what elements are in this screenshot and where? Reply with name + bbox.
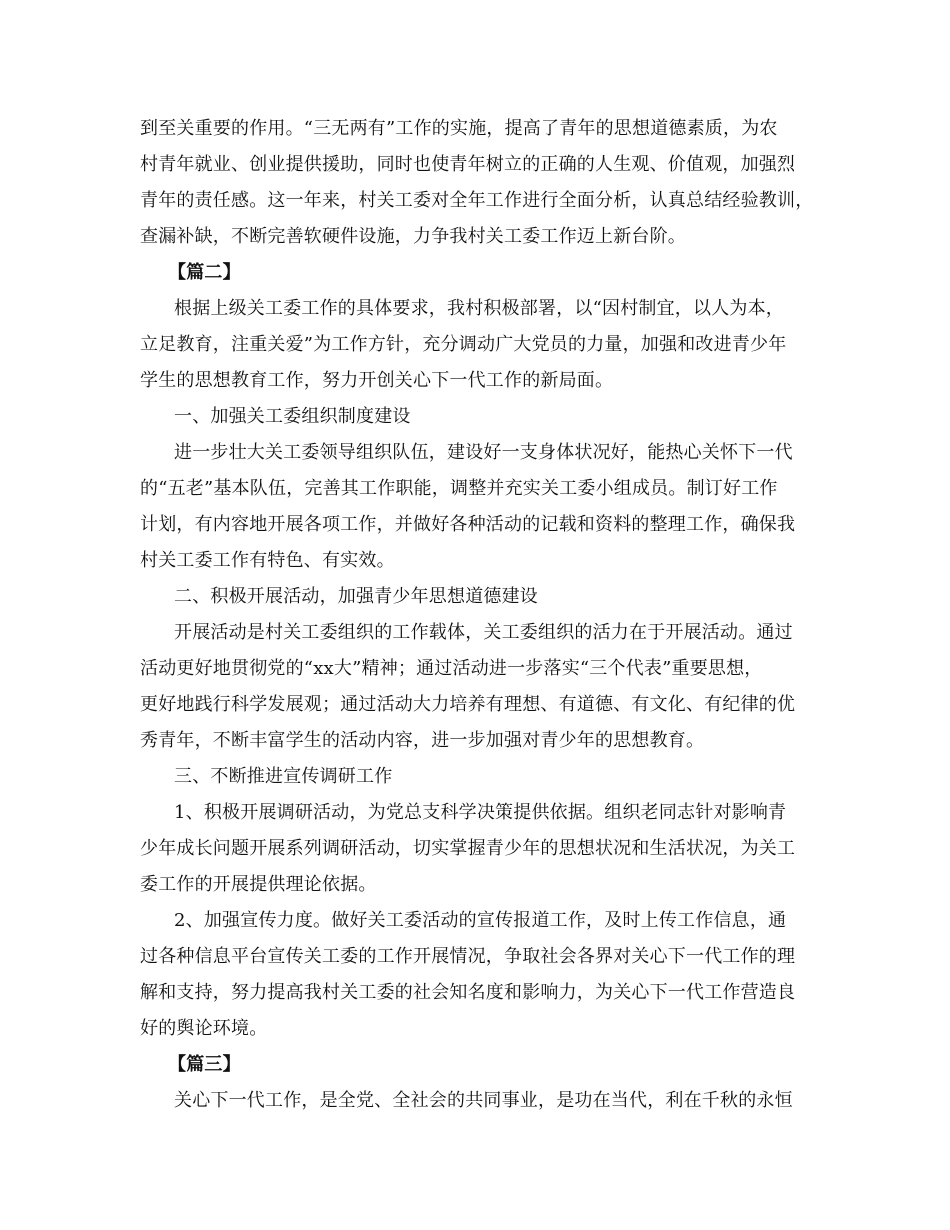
text-line: 好的舆论环境。 (140, 1018, 268, 1039)
text-line: 过各种信息平台宣传关工委的工作开展情况，争取社会各界对关心下一代工作的理 (140, 946, 796, 967)
text-line: 查漏补缺，不断完善软硬件设施，力争我村关工委工作迈上新台阶。 (140, 226, 686, 247)
text-line: 关心下一代工作，是全党、全社会的共同事业，是功在当代，利在千秋的永恒 (174, 1090, 793, 1111)
text-line: 立足教育，注重关爱”为工作方针，充分调动广大党员的力量，加强和改进青少年 (140, 334, 787, 355)
text-line: 计划，有内容地开展各项工作，并做好各种活动的记载和资料的整理工作，确保我 (140, 514, 796, 535)
subheading-1: 一、加强关工委组织制度建设 (174, 406, 411, 427)
text-line: 到至关重要的作用。“三无两有”工作的实施，提高了青年的思想道德素质，为农 (140, 118, 778, 139)
text-line: 开展活动是村关工委组织的工作载体，关工委组织的活力在于开展活动。通过 (174, 622, 793, 643)
text-line: 学生的思想教育工作，努力开创关心下一代工作的新局面。 (140, 370, 614, 391)
subheading-2: 二、积极开展活动，加强青少年思想道德建设 (174, 586, 538, 607)
text-line: 活动更好地贯彻党的“xx大”精神；通过活动进一步落实“三个代表”重要思想， (140, 658, 763, 679)
text-line: 的“五老”基本队伍，完善其工作职能，调整并充实关工委小组成员。制订好工作 (140, 478, 778, 499)
text-line: 根据上级关工委工作的具体要求，我村积极部署，以“因村制宜，以人为本， (174, 298, 784, 319)
section-heading-pian-san: 【篇三】 (168, 1054, 241, 1075)
text-line: 委工作的开展提供理论依据。 (140, 874, 377, 895)
text-line: 1、积极开展调研活动，为党总支科学决策提供依据。组织老同志针对影响青 (174, 802, 787, 823)
text-line: 2、加强宣传力度。做好关工委活动的宣传报道工作，及时上传工作信息，通 (174, 910, 787, 931)
text-line: 进一步壮大关工委领导组织队伍，建设好一支身体状况好，能热心关怀下一代 (174, 442, 793, 463)
text-line: 少年成长问题开展系列调研活动，切实掌握青少年的思想状况和生活状况，为关工 (140, 838, 796, 859)
text-line: 更好地践行科学发展观；通过活动大力培养有理想、有道德、有文化、有纪律的优 (140, 694, 796, 715)
text-line: 秀青年，不断丰富学生的活动内容，进一步加强对青少年的思想教育。 (140, 730, 705, 751)
text-line: 村青年就业、创业提供援助，同时也使青年树立的正确的人生观、价值观，加强烈 (140, 154, 796, 175)
subheading-3: 三、不断推进宣传调研工作 (174, 766, 393, 787)
section-heading-pian-er: 【篇二】 (168, 262, 241, 283)
text-line: 解和支持，努力提高我村关工委的社会知名度和影响力，为关心下一代工作营造良 (140, 982, 796, 1003)
text-line: 青年的责任感。这一年来，村关工委对全年工作进行全面分析，认真总结经验教训， (140, 190, 814, 211)
text-line: 村关工委工作有特色、有实效。 (140, 550, 395, 571)
